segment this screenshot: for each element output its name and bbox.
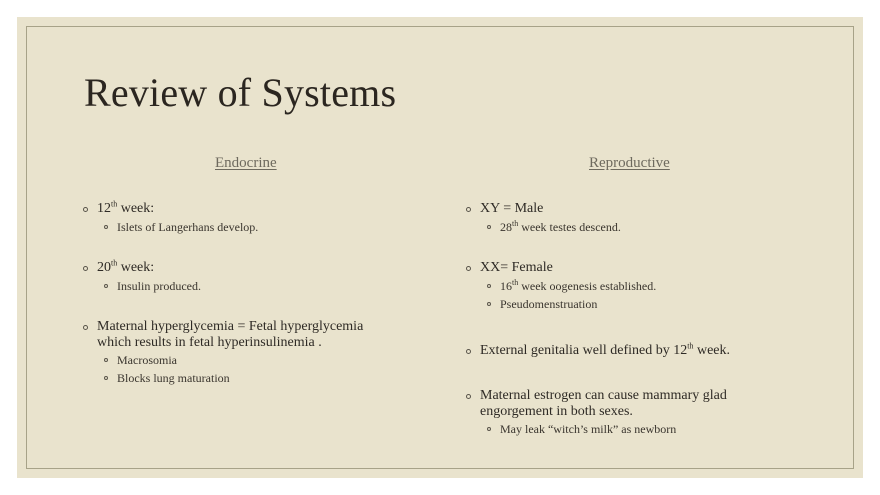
right-item-4-line-2: engorgement in both sexes.	[480, 404, 633, 419]
bullet-icon	[83, 325, 88, 330]
left-item-3-sub-2: Blocks lung maturation	[117, 371, 230, 385]
bullet-icon	[466, 266, 471, 271]
left-item-1: 12th week:	[97, 199, 155, 216]
right-item-2: XX= Female	[480, 260, 553, 275]
left-item-3-sub-1: Macrosomia	[117, 353, 177, 367]
slide	[17, 17, 863, 478]
sub-bullet-icon	[487, 427, 491, 431]
bullet-icon	[83, 266, 88, 271]
bullet-icon	[466, 394, 471, 399]
sub-bullet-icon	[487, 225, 491, 229]
right-column-heading: Reproductive	[589, 155, 670, 171]
bullet-icon	[466, 349, 471, 354]
left-item-1-sub-1: Islets of Langerhans develop.	[117, 220, 259, 234]
left-item-3-line-1: Maternal hyperglycemia = Fetal hyperglycemia	[97, 319, 364, 334]
right-item-4-sub-1: May leak “witch’s milk” as newborn	[500, 422, 677, 436]
right-item-1-sub-1: 28th week testes descend.	[500, 219, 621, 234]
sub-bullet-icon	[487, 284, 491, 288]
sub-bullet-icon	[104, 376, 108, 380]
sub-bullet-icon	[487, 302, 491, 306]
left-item-2: 20th week:	[97, 258, 155, 275]
slide-title: Review of Systems	[84, 70, 397, 115]
right-item-2-sub-2: Pseudomenstruation	[500, 297, 598, 311]
left-item-2-sub-1: Insulin produced.	[117, 279, 201, 293]
right-item-2-sub-1: 16th week oogenesis established.	[500, 278, 657, 293]
right-item-3: External genitalia well defined by 12th week.	[480, 341, 730, 358]
left-column-heading: Endocrine	[215, 155, 277, 171]
bullet-icon	[83, 207, 88, 212]
left-item-3-line-2: which results in fetal hyperinsulinemia .	[97, 335, 322, 350]
sub-bullet-icon	[104, 225, 108, 229]
right-item-4-line-1: Maternal estrogen can cause mammary glad	[480, 388, 727, 403]
right-item-1: XY = Male	[480, 201, 544, 216]
sub-bullet-icon	[104, 358, 108, 362]
sub-bullet-icon	[104, 284, 108, 288]
bullet-icon	[466, 207, 471, 212]
